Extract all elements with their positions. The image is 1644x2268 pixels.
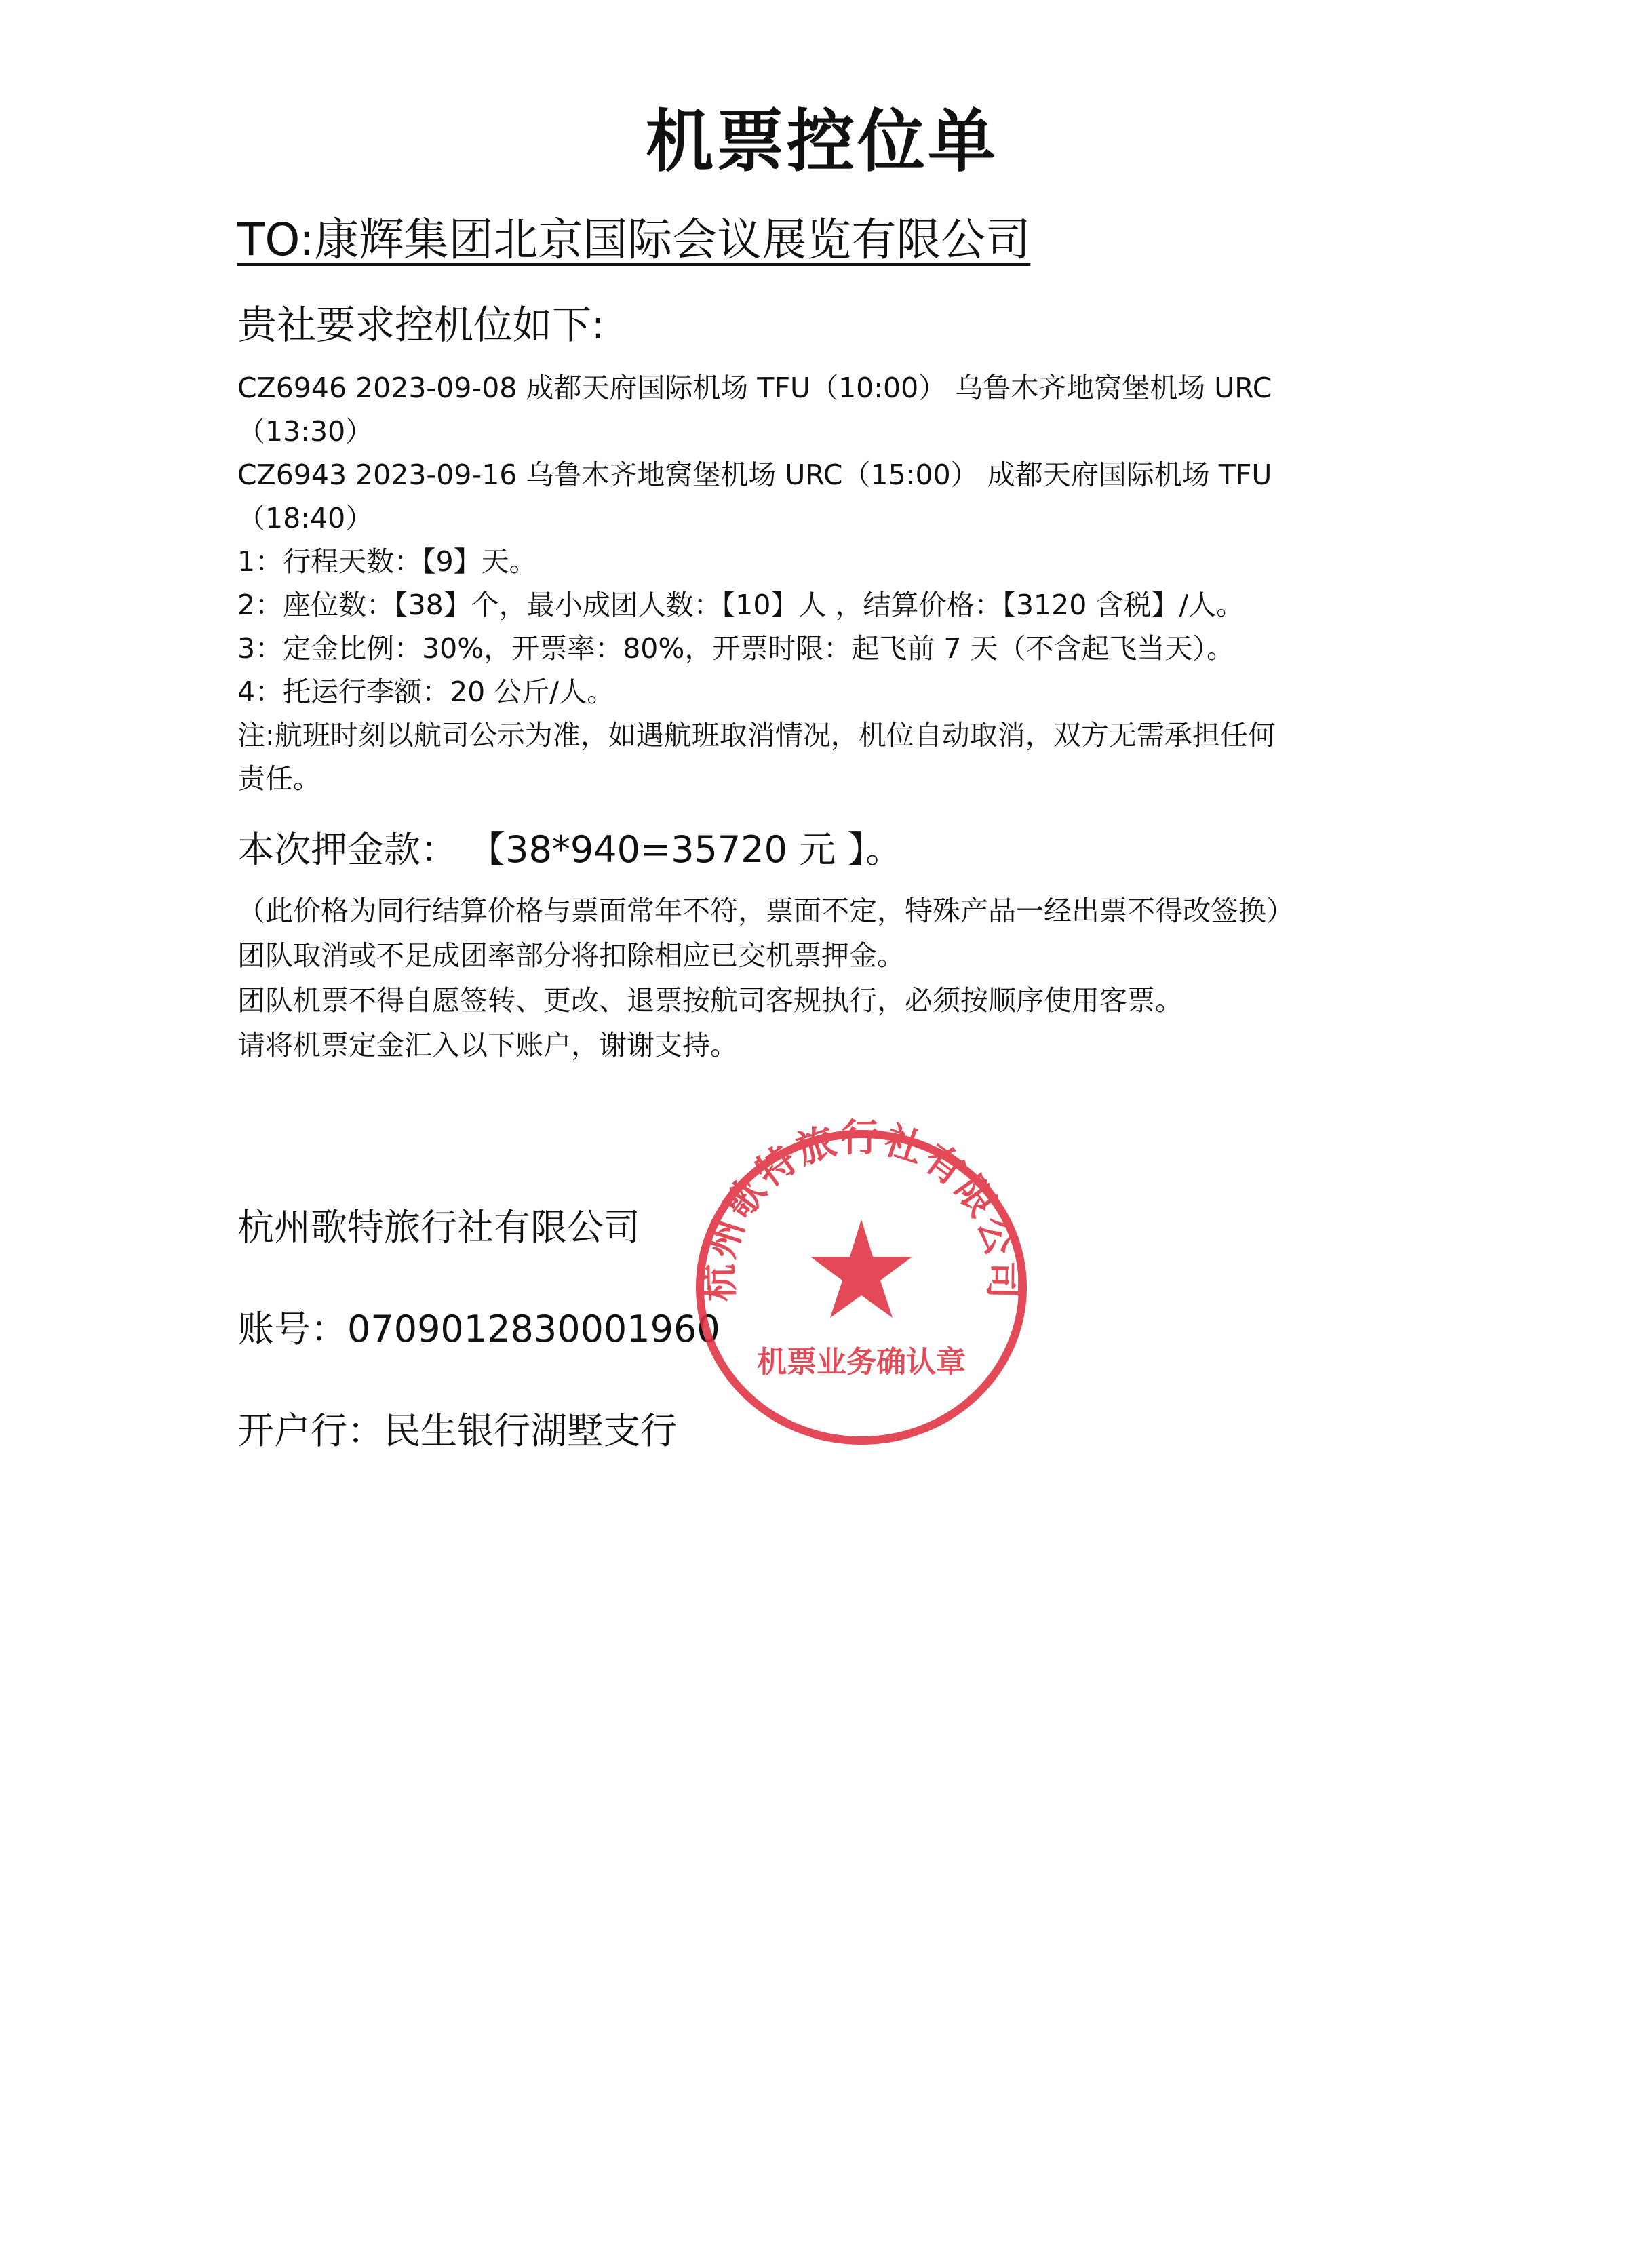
term-item: 4：托运行李额：20 公斤/人。: [237, 676, 615, 708]
company-info: [237, 1177, 720, 1482]
flight-line: CZ6943 2023-09-16 乌鲁木齐地窝堡机场 URC（15:00） 成都天府国际机场 TFU: [237, 458, 1272, 491]
seal-star-icon: [810, 1219, 912, 1318]
term-item: 1：行程天数：【9】天。: [237, 545, 537, 578]
account-number: 账号：0709012830001960: [237, 1308, 720, 1350]
notice-block: [237, 888, 1445, 1068]
note-line: 责任。: [237, 762, 321, 795]
company-name: 杭州歌特旅行社有限公司: [237, 1206, 640, 1249]
flight-arrival-time: （18:40）: [237, 502, 374, 534]
bank-name: 开户行：民生银行湖墅支行: [237, 1409, 677, 1452]
request-heading: 贵社要求控机位如下:: [237, 302, 605, 348]
flight-arrival-time: （13:30）: [237, 415, 374, 448]
term-item: 3：定金比例：30%，开票率：80%，开票时限：起飞前 7 天（不含起飞当天）。: [237, 632, 1234, 665]
flight-entry-outbound: [237, 366, 1431, 453]
note-line: 注:航班时刻以航司公示为准，如遇航班取消情况，机位自动取消，双方无需承担任何: [237, 719, 1276, 751]
notice-line: （此价格为同行结算价格与票面常年不符，票面不定，特殊产品一经出票不得改签换）: [237, 895, 1294, 927]
seal-bottom-text: 机票业务确认章: [757, 1345, 966, 1380]
booking-details: [237, 366, 1431, 800]
deposit-amount: 本次押金款： 【38*940=35720 元 】。: [237, 828, 903, 871]
flight-entry-return: [237, 453, 1431, 540]
flight-line: CZ6946 2023-09-08 成都天府国际机场 TFU（10:00） 乌鲁木齐地窝堡机场 URC: [237, 372, 1272, 404]
page-title: 机票控位单: [646, 102, 998, 181]
recipient-line: TO:康辉集团北京国际会议展览有限公司: [237, 214, 1031, 266]
notice-line: 团队取消或不足成团率部分将扣除相应已交机票押金。: [237, 939, 905, 972]
company-seal-stamp: [685, 1118, 1038, 1457]
notice-line: 团队机票不得自愿签转、更改、退票按航司客规执行，必须按顺序使用客票。: [237, 984, 1183, 1017]
notice-line: 请将机票定金汇入以下账户，谢谢支持。: [237, 1029, 738, 1061]
seal-arc-text: 杭州歌特旅行社有限公司: [697, 1118, 1025, 1302]
term-item: 2：座位数：【38】个，最小成团人数：【10】人 ，结算价格：【3120 含税】/人。: [237, 589, 1245, 621]
